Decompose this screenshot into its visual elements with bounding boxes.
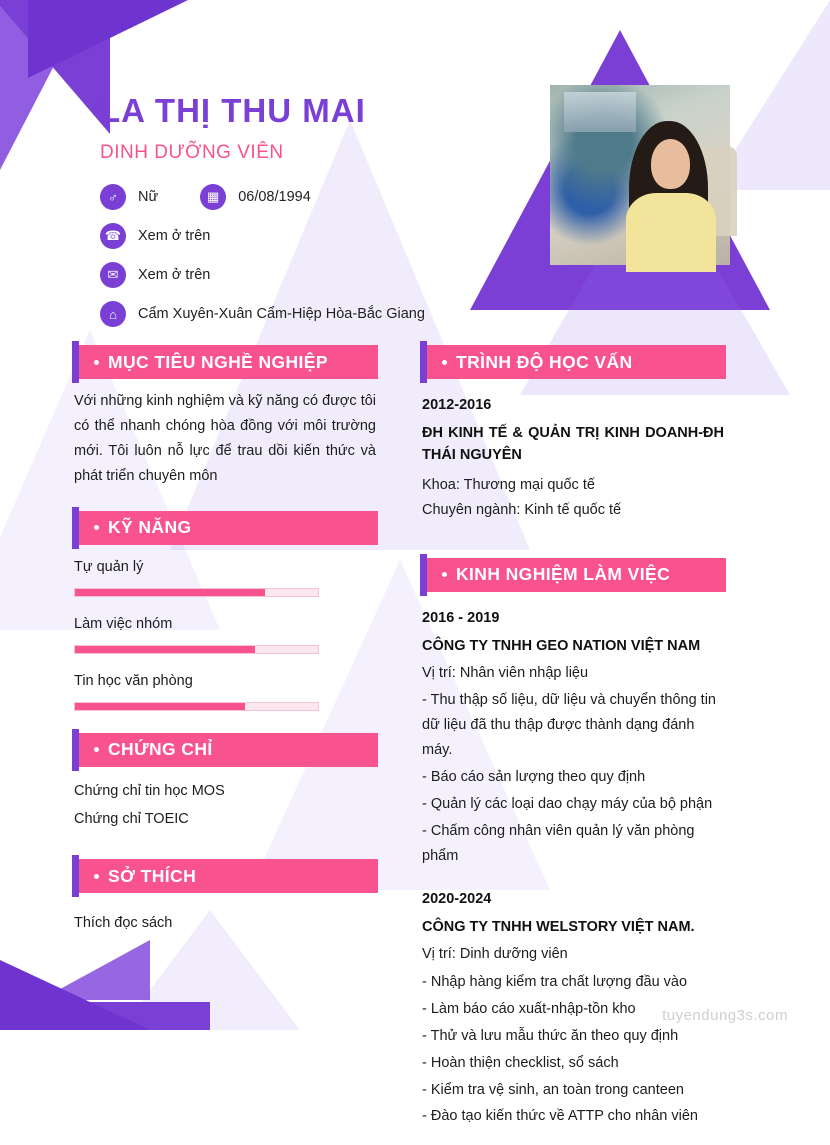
section-title-experience [420,558,726,592]
avatar-face [651,139,691,189]
section-title-hobbies [72,859,378,893]
skill-bar-track [74,645,319,654]
contact-email: Xem ở trên [138,267,211,283]
contact-birthday: 06/08/1994 [238,189,311,205]
bullet-dot-icon [442,572,447,577]
section-accent-bar [72,729,79,771]
calendar-icon: ▦ [200,184,226,210]
contact-list [100,184,520,340]
job-position: Vị trí: Nhân viên nhập liệu [422,665,589,682]
contact-row-phone [100,223,520,249]
contact-phone: Xem ở trên [138,228,211,244]
job-duty: - Nhập hàng kiểm tra chất lượng đầu vào [422,973,688,990]
section-title-education [420,345,726,379]
list-item: Chứng chỉ tin học MOS [74,782,225,799]
watermark: tuyendung3s.com [662,1007,788,1024]
section-title-text: TRÌNH ĐỘ HỌC VẤN [456,351,633,372]
skill-item [74,669,376,711]
job-duty: - Kiểm tra vệ sinh, an toàn trong canteen [422,1081,684,1098]
candidate-job-title: DINH DƯỠNG VIÊN [100,142,284,163]
experience-body [420,592,726,1130]
education-faculty: Khoa: Thương mại quốc tế [422,476,595,493]
home-icon: ⌂ [100,301,126,327]
bullet-dot-icon [94,874,99,879]
right-column [420,345,726,1145]
section-title-objective [72,345,378,379]
section-accent-bar [420,341,427,383]
contact-row-email [100,262,520,288]
corner-shape-bottom-left [0,960,150,1030]
left-column [72,345,378,953]
experience-job [422,606,724,869]
objective-text: Với những kinh nghiệm và kỹ năng có được tôi có thể nhanh chóng hòa đồng với môi trường mới. Tôi luôn nỗ lực để trau dồi kiến thức và phát triển chuyên môn [74,393,377,484]
skill-bar-track [74,588,319,597]
corner-shape-bottom-bar [0,1002,210,1030]
section-hobbies [72,859,378,937]
section-accent-bar [420,554,427,596]
section-objective [72,345,378,489]
section-accent-bar [72,341,79,383]
section-title-text: CHỨNG CHỈ [108,739,213,760]
section-title-skills [72,511,378,545]
job-duty: - Đào tạo kiến thức về ATTP cho nhân viên [422,1108,698,1125]
job-duty: - Thu thập số liệu, dữ liệu và chuyển thông tin dữ liệu đã thu thập được thành dạng đánh máy. [422,692,716,759]
section-accent-bar [72,855,79,897]
skill-label: Tự quản lý [74,558,144,575]
list-item: Chứng chỉ TOEIC [74,810,189,827]
section-title-text: MỤC TIÊU NGHỀ NGHIỆP [108,351,328,372]
job-duty: - Hoàn thiện checklist, sổ sách [422,1054,619,1071]
education-years: 2012-2016 [422,397,492,413]
job-duty: - Làm báo cáo xuất-nhập-tồn kho [422,1000,636,1017]
section-certificates [72,733,378,834]
avatar-window [564,92,636,132]
section-education [420,345,726,524]
job-duty: - Thử và lưu mẫu thức ăn theo quy định [422,1027,679,1044]
phone-icon: ☎ [100,223,126,249]
skill-bar-fill [75,646,255,653]
section-skills [72,511,378,711]
bullet-dot-icon [442,360,447,365]
contact-address: Cẩm Xuyên-Xuân Cẩm-Hiệp Hòa-Bắc Giang [138,306,425,322]
section-title-text: KINH NGHIỆM LÀM VIỆC [456,564,671,585]
mail-icon: ✉ [100,262,126,288]
job-position: Vị trí: Dinh dưỡng viên [422,946,568,963]
job-company: CÔNG TY TNHH GEO NATION VIỆT NAM [422,637,701,654]
contact-row-address [100,301,520,327]
job-duty: - Chấm công nhân viên quản lý văn phòng phẩm [422,823,695,865]
candidate-name: LA THỊ THU MAI [100,92,366,129]
job-years: 2020-2024 [422,890,492,907]
section-title-certificates [72,733,378,767]
job-company: CÔNG TY TNHH WELSTORY VIỆT NAM. [422,918,695,935]
skills-list [72,545,378,711]
section-experience [420,558,726,1130]
hobbies-list [72,893,378,937]
gender-icon: ♂ [100,184,126,210]
skill-bar-track [74,702,319,711]
skill-label: Làm việc nhóm [74,615,173,632]
section-accent-bar [72,507,79,549]
job-duty: - Quản lý các loại dao chạy máy của bộ phận [422,796,713,813]
bullet-dot-icon [94,525,99,530]
contact-gender: Nữ [138,189,159,205]
skill-item [74,555,376,597]
skill-item [74,612,376,654]
avatar-shirt [626,193,716,272]
list-item: Thích đọc sách [74,915,173,932]
job-duty: - Báo cáo sản lượng theo quy định [422,769,646,786]
job-years: 2016 - 2019 [422,609,500,626]
contact-row-gender-birthday [100,184,520,210]
education-body [420,379,726,524]
section-title-text: KỸ NĂNG [108,517,192,538]
resume-header [0,0,800,330]
skill-label: Tin học văn phòng [74,672,193,689]
section-title-text: SỞ THÍCH [108,865,197,886]
certificates-list [72,767,378,834]
skill-bar-fill [75,589,265,596]
education-school: ĐH KINH TẾ & QUẢN TRỊ KINH DOANH-ĐH THÁI NGUYÊN [422,424,724,464]
bullet-dot-icon [94,360,99,365]
skill-bar-fill [75,703,245,710]
bullet-dot-icon [94,747,99,752]
education-major: Chuyên ngành: Kinh tế quốc tế [422,502,622,519]
avatar [550,85,730,265]
